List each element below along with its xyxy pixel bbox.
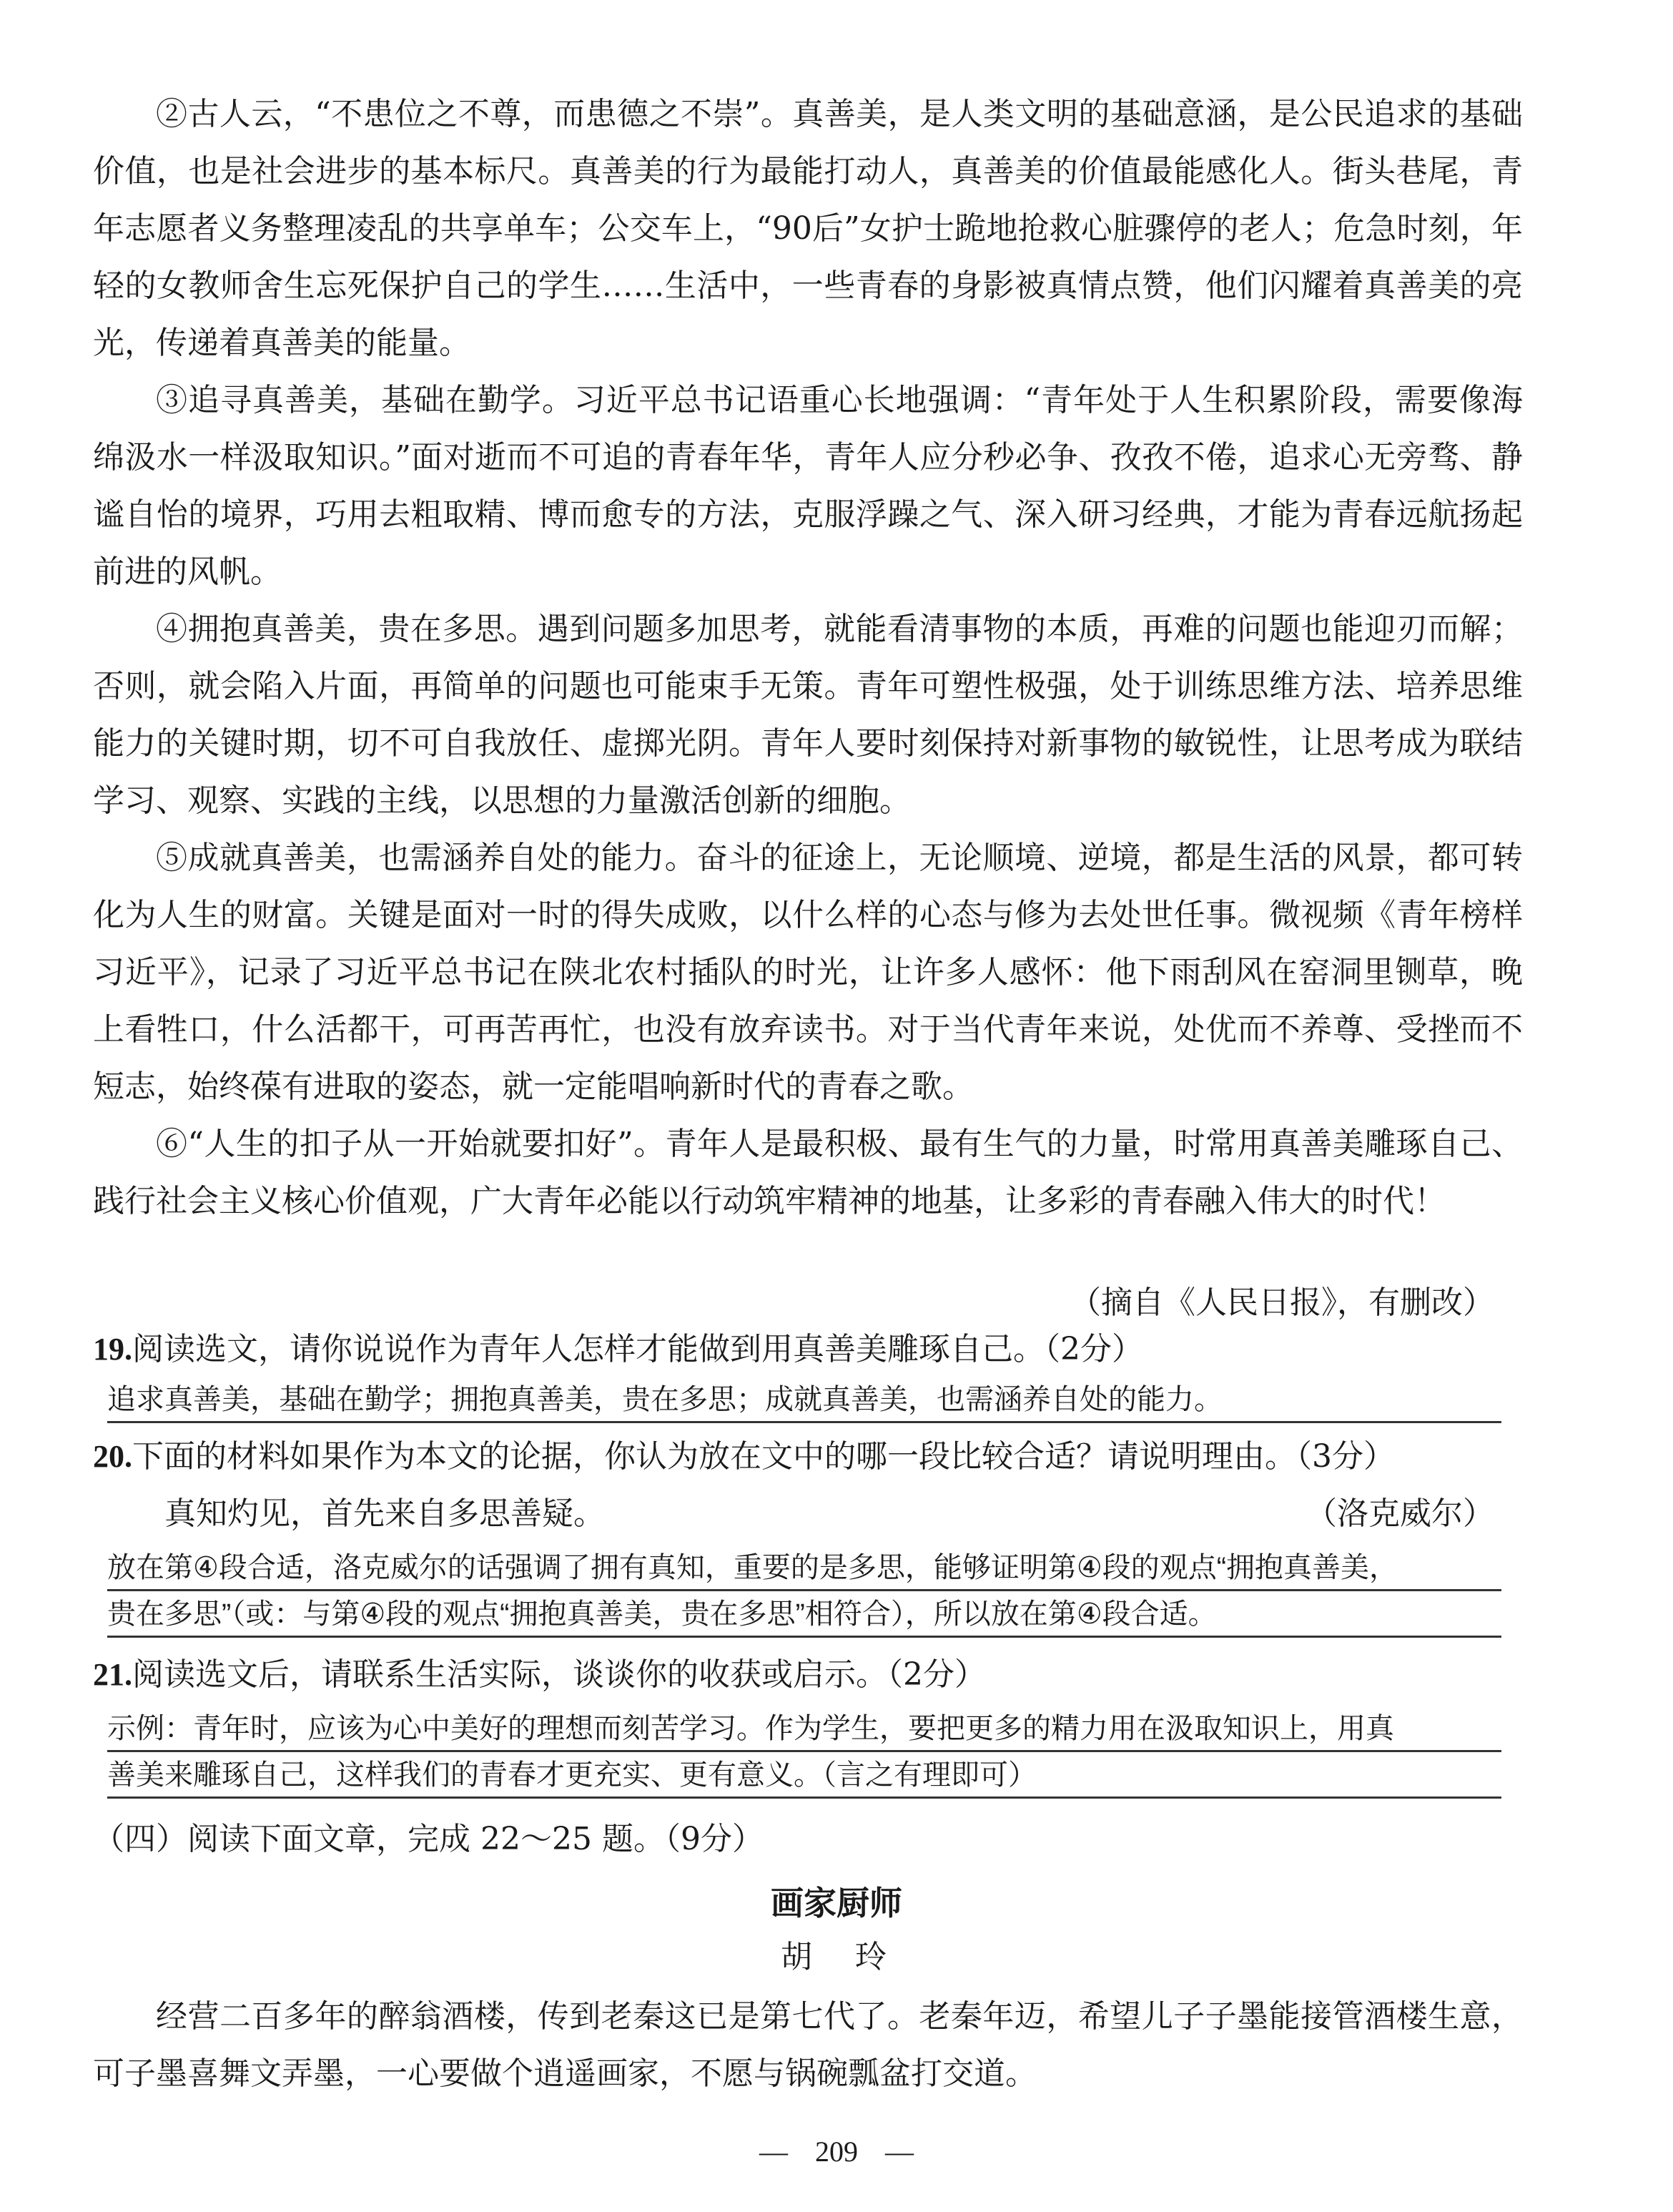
answer-line: 善美来雕琢自己，这样我们的青春才更充实、更有意义。（言之有理即可） xyxy=(107,1752,1501,1799)
page-dash-right: — xyxy=(885,2135,914,2168)
page-dash-left: — xyxy=(759,2135,788,2168)
answer-line: 追求真善美，基础在勤学；拥抱真善美，贵在多思；成就真善美，也需涵养自处的能力。 xyxy=(107,1377,1501,1423)
story-author: 胡 玲 xyxy=(781,1939,892,1975)
page-number-footer xyxy=(0,2135,1673,2168)
page-number: 209 xyxy=(815,2135,858,2168)
paragraph-6: ⑥“人生的扣子从一开始就要扣好”。青年人是最积极、最有生气的力量，时常用真善美雕琢自己、践行社会主义核心价值观，广大青年必能以行动筑牢精神的地基，让多彩的青春融入伟大的时代！ xyxy=(93,1126,1524,1219)
question-number: 19. xyxy=(93,1332,132,1367)
answer-20 xyxy=(107,1545,1501,1638)
story-opening: 经营二百多年的醉翁酒楼，传到老秦这已是第七代了。老秦年迈，希望儿子子墨能接管酒楼生意，可子墨喜舞文弄墨，一心要做个逍遥画家，不愿与锅碗瓢盆打交道。 xyxy=(93,1998,1523,2092)
question-19 xyxy=(93,1327,1537,1372)
paragraph-2: ②古人云，“不患位之不尊，而患德之不崇”。真善美，是人类文明的基础意涵，是公民追求的基础价值，也是社会进步的基本标尺。真善美的行为最能打动人，真善美的价值最能感化人。街头巷尾，青年志愿者义务整理凌乱的共享单车；公交车上，“90后”女护士跪地抢救心脏骤停的老人；危急时刻，年轻的女教师舍生忘死保护自己的学生……生活中，一些青春的身影被真情点赞，他们闪耀着真善美的亮光，传递着真善美的能量。 xyxy=(93,96,1523,361)
material-source: （洛克威尔） xyxy=(1306,1495,1494,1532)
answer-19 xyxy=(107,1377,1501,1423)
question-number: 20. xyxy=(93,1439,132,1474)
paragraph-4: ④拥抱真善美，贵在多思。遇到问题多加思考，就能看清事物的本质，再难的问题也能迎刃而解；否则，就会陷入片面，再简单的问题也可能束手无策。青年可塑性极强，处于训练思维方法、培养思维能力的关键时期，切不可自我放任、虚掷光阴。青年人要时刻保持对新事物的敏锐性，让思考成为联结学习、观察、实践的主线，以思想的力量激活创新的细胞。 xyxy=(93,611,1523,819)
answer-line: 示例：青年时，应该为心中美好的理想而刻苦学习。作为学生，要把更多的精力用在汲取知识上，用真 xyxy=(107,1706,1501,1752)
question-text: 阅读选文，请你说说作为青年人怎样才能做到用真善美雕琢自己。（2分） xyxy=(132,1331,1143,1367)
section-heading: （四）阅读下面文章，完成 22～25 题。（9分） xyxy=(93,1821,764,1857)
source-citation: （摘自《人民日报》，有删改） xyxy=(1070,1284,1494,1321)
question-text: 阅读选文后，请联系生活实际，谈谈你的收获或启示。（2分） xyxy=(132,1656,986,1693)
answer-line: 放在第④段合适，洛克威尔的话强调了拥有真知，重要的是多思，能够证明第④段的观点“拥抱真善美， xyxy=(107,1545,1501,1591)
answer-21 xyxy=(107,1706,1501,1799)
story-title: 画家厨师 xyxy=(771,1884,902,1922)
question-21 xyxy=(93,1652,1537,1698)
quoted-material: 真知灼见，首先来自多思善疑。 xyxy=(164,1495,605,1532)
answer-line: 贵在多思”（或：与第④段的观点“拥抱真善美，贵在多思”相符合），所以放在第④段合适。 xyxy=(107,1591,1501,1638)
question-text: 下面的材料如果作为本文的论据，你认为放在文中的哪一段比较合适？请说明理由。（3分） xyxy=(132,1438,1395,1475)
question-number: 21. xyxy=(93,1657,132,1692)
paragraph-5: ⑤成就真善美，也需涵养自处的能力。奋斗的征途上，无论顺境、逆境，都是生活的风景，都可转化为人生的财富。关键是面对一时的得失成败，以什么样的心态与修为去处世任事。微视频《青年榜样习近平》，记录了习近平总书记在陕北农村插队的时光，让许多人感怀：他下雨刮风在窑洞里铡草，晚上看牲口，什么活都干，可再苦再忙，也没有放弃读书。对于当代青年来说，处优而不养尊、受挫而不短志，始终葆有进取的姿态，就一定能唱响新时代的青春之歌。 xyxy=(93,840,1523,1105)
paragraph-3: ③追寻真善美，基础在勤学。习近平总书记语重心长地强调：“青年处于人生积累阶段，需要像海绵汲水一样汲取知识。”面对逝而不可追的青春年华，青年人应分秒必争、孜孜不倦，追求心无旁骛、静谧自怡的境界，巧用去粗取精、博而愈专的方法，克服浮躁之气、深入研习经典，才能为青春远航扬起前进的风帆。 xyxy=(93,382,1523,590)
question-20 xyxy=(93,1434,1537,1480)
